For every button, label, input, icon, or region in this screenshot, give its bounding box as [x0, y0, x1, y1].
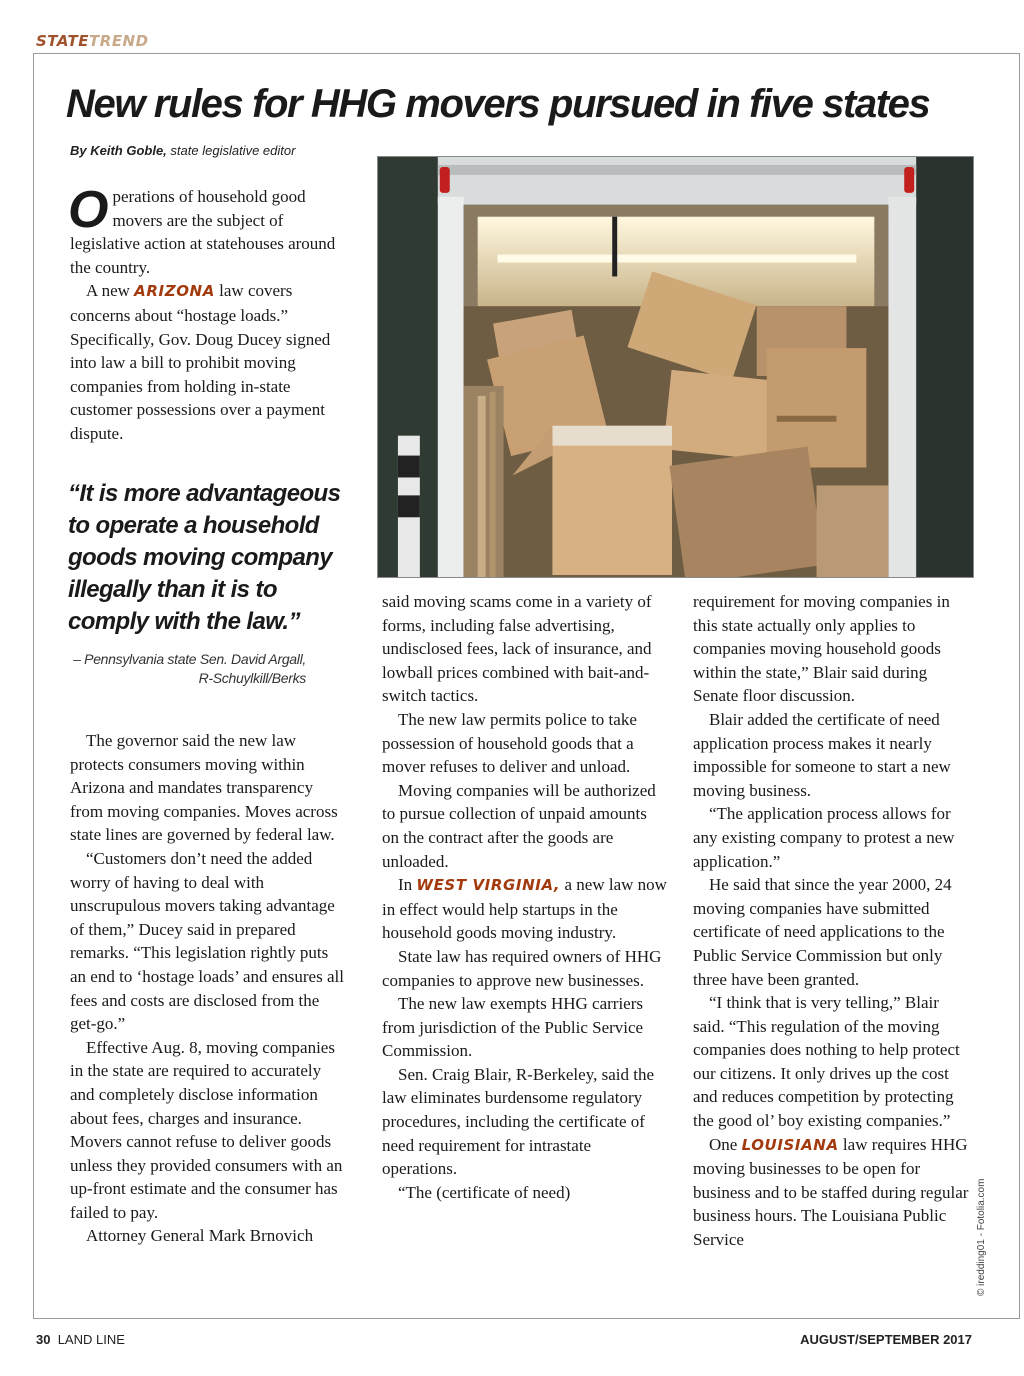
body-paragraph: He said that since the year 2000, 24 moving companies have submitted certificate of need applications to the Public Service Commission but only three have been granted. — [693, 875, 952, 989]
section-tag — [36, 32, 149, 50]
body-paragraph: requirement for moving companies in this state actually only applies to companies moving household goods within the state,” Blair said during Senate floor discussion. — [693, 592, 950, 706]
arizona-paragraph: A new ARIZONA law covers concerns about “hostage loads.” Specifically, Gov. Doug Ducey signed into law a bill to prohibit moving companies from holding in-state customer possessions over a payment dispute. — [70, 281, 331, 443]
section-tag-part1: STATE — [36, 32, 90, 50]
byline — [70, 143, 295, 158]
moving-truck-photo — [377, 156, 974, 578]
footer-left — [36, 1332, 125, 1347]
body-paragraph: State law has required owners of HHG companies to approve new businesses. — [382, 946, 662, 990]
louisiana-paragraph: One LOUISIANA law requires HHG moving businesses to be open for business and to be staffed during regular business hours. The Louisiana Public Service — [693, 1134, 969, 1250]
page-number: 30 — [36, 1332, 51, 1347]
body-paragraph: “I think that is very telling,” Blair said. “This regulation of the moving companies does nothing to help protect our citizens. It only drives up the cost and reduces competition by protecting the good ol’ boy existing companies.” — [693, 993, 960, 1131]
column-1-bottom — [70, 729, 348, 1248]
body-paragraph: “The application process allows for any existing company to protest a new application.” — [693, 804, 955, 871]
body-paragraph: Blair added the certificate of need application process makes it nearly impossible for someone to start a new moving business. — [693, 709, 951, 800]
body-paragraph: The new law exempts HHG carriers from jurisdiction of the Public Service Commission. — [382, 994, 644, 1061]
body-paragraph: said moving scams come in a variety of forms, including false advertising, undisclosed fees, lack of insurance, and lowball prices combined with bait-and-switch tactics. — [382, 592, 652, 706]
state-name-arizona: ARIZONA — [134, 282, 215, 301]
photo-credit: © iredding01 - Fotolia.com — [976, 1178, 987, 1296]
body-paragraph: The new law permits police to take possession of household goods that a mover refuses to deliver and unload. — [382, 709, 637, 777]
headline: New rules for HHG movers pursued in five states — [66, 82, 930, 126]
byline-role: state legislative editor — [170, 143, 296, 158]
state-name-west-virginia: WEST VIRGINIA, — [416, 876, 561, 895]
column-3 — [693, 590, 973, 1252]
pull-quote-attribution: – Pennsylvania state Sen. David Argall, R-Schuylkill/Berks — [73, 651, 306, 686]
state-name-louisiana: LOUISIANA — [741, 1135, 839, 1154]
byline-author: By Keith Goble, — [70, 143, 167, 158]
drop-cap: O — [68, 181, 109, 239]
column-2 — [382, 590, 667, 1204]
body-paragraph: Moving companies will be authorized to pursue collection of unpaid amounts on the contract after the goods are unloaded. — [382, 780, 656, 871]
body-paragraph: “Customers don’t need the added worry of having to deal with unscrupulous movers taking advantage of them,” Ducey said in prepared remarks. “This legislation rightly puts an end to ‘hostage loads’ and ensures all fees and costs are disclosed from the get-go.” — [70, 848, 344, 1034]
intro-paragraph: Operations of household good movers are the subject of legislative action at statehouses around the country. — [68, 181, 336, 277]
section-tag-part2: TREND — [89, 32, 149, 50]
issue-date: AUGUST/SEPTEMBER 2017 — [800, 1332, 972, 1347]
body-paragraph: Attorney General Mark Brnovich — [86, 1226, 314, 1246]
body-paragraph: “The (certificate of need) — [398, 1182, 571, 1202]
publication-name: LAND LINE — [57, 1332, 125, 1347]
body-paragraph: Effective Aug. 8, moving companies in the state are required to accurately and completely disclose information about fees, charges and insurance. Movers cannot refuse to deliver goods unless they provided consumers with an up-front estimate and the consumer has failed to pay. — [70, 1037, 343, 1222]
truck-interior-illustration — [378, 157, 973, 577]
west-virginia-paragraph: In WEST VIRGINIA, a new law now in effect would help startups in the household goods moving industry. — [382, 875, 667, 943]
body-paragraph: Sen. Craig Blair, R-Berkeley, said the law eliminates burdensome regulatory procedures, including the certificate of need requirement for intrastate operations. — [382, 1064, 654, 1179]
pull-quote: “It is more advantageous to operate a household goods moving company illegally than it is to comply with the law.” — [68, 480, 341, 635]
column-1-top — [68, 181, 348, 446]
body-paragraph: The governor said the new law protects consumers moving within Arizona and mandates transparency from moving companies. Moves across state lines are governed by federal law. — [70, 731, 338, 845]
